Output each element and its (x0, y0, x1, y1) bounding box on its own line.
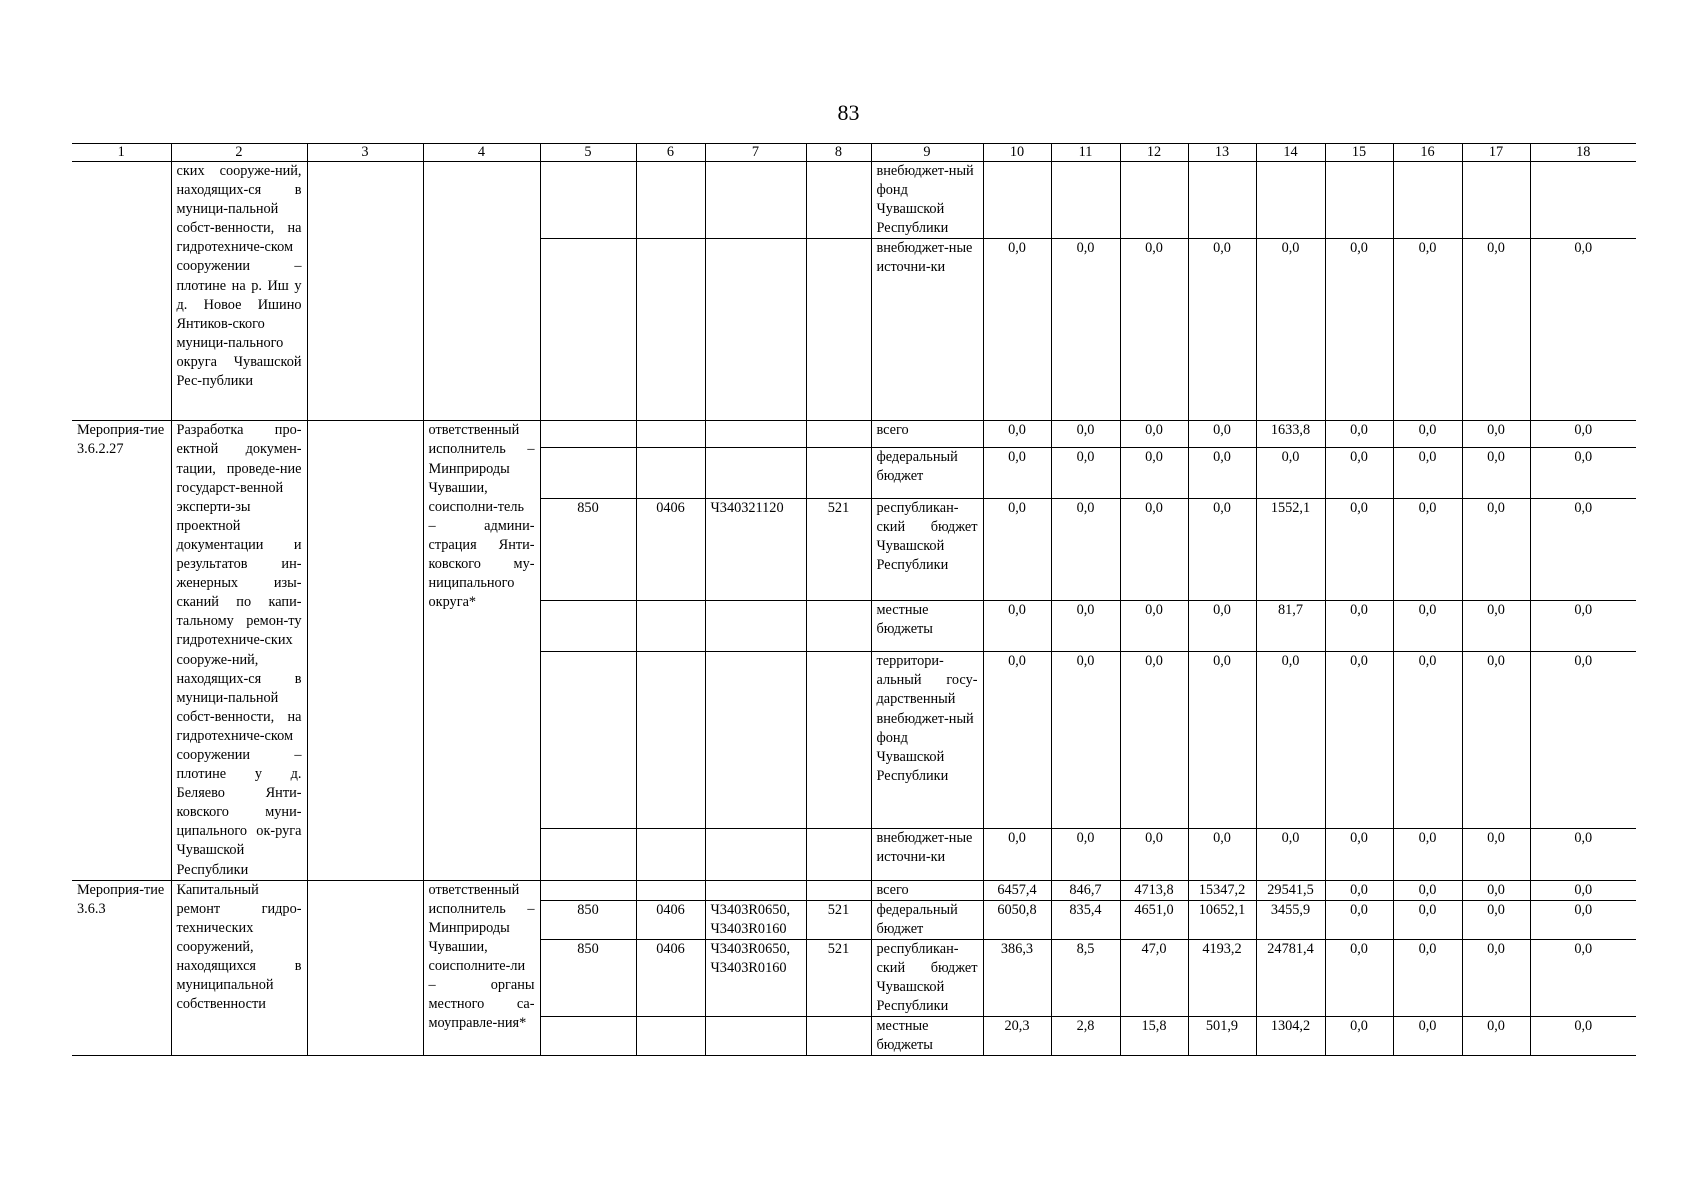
value-cell: 0,0 (1188, 829, 1256, 881)
code-cell (705, 652, 806, 829)
code-cell (705, 939, 806, 1016)
value-cell: 0,0 (1393, 880, 1462, 900)
value-cell: 6050,8 (983, 900, 1051, 939)
code-cell (636, 421, 705, 447)
value-cell: 4193,2 (1188, 939, 1256, 1016)
code-line: Ч3403R0160 (710, 960, 787, 976)
value-cell: 4713,8 (1120, 880, 1188, 900)
event-id-cell: Мероприя-тие 3.6.2.27 (72, 421, 171, 880)
value-cell (983, 162, 1051, 239)
source-cell: внебюджет-ный фонд Чувашской Республики (871, 162, 983, 239)
table-row (72, 880, 1636, 900)
code-cell (636, 239, 705, 421)
header-cell: 16 (1393, 144, 1462, 162)
value-cell: 0,0 (1120, 829, 1188, 881)
source-cell: внебюджет-ные источни-ки (871, 829, 983, 881)
value-cell: 0,0 (1188, 239, 1256, 421)
code-cell: 521 (806, 499, 871, 601)
value-cell: 0,0 (1530, 829, 1636, 881)
header-cell: 15 (1325, 144, 1393, 162)
value-cell: 1304,2 (1256, 1017, 1325, 1056)
value-cell: 0,0 (1393, 939, 1462, 1016)
code-cell (636, 1017, 705, 1056)
value-cell: 0,0 (983, 829, 1051, 881)
value-cell: 0,0 (1462, 652, 1530, 829)
code-line: Ч3403R0650, (710, 940, 791, 957)
value-cell: 0,0 (1462, 447, 1530, 498)
value-cell: 0,0 (983, 652, 1051, 829)
value-cell (1051, 162, 1120, 239)
code-cell (806, 447, 871, 498)
code-cell: 0406 (636, 900, 705, 939)
source-cell: федеральный бюджет (871, 447, 983, 498)
value-cell: 0,0 (1530, 239, 1636, 421)
header-cell: 2 (171, 144, 307, 162)
event-name-cell: Разработка про-ектной докумен-тации, проведе-ние государст-венной эксперти-зы проектной документации и результатов ин-женерных изы-сканий по капи-тальному ремон-ту гидротехниче-ских сооруже-ний, находящих-ся в муници-пальной собст-венности, на гидротехниче-ском сооружении – плотине у д. Беляево Янти-ковского муни-ципального ок-руга Чувашской Республики (171, 421, 307, 880)
code-line: Ч3403R0160 (710, 920, 787, 937)
source-cell: всего (871, 880, 983, 900)
value-cell: 0,0 (1051, 239, 1120, 421)
source-cell: внебюджет-ные источни-ки (871, 239, 983, 421)
code-cell (705, 1017, 806, 1056)
value-cell: 0,0 (1393, 652, 1462, 829)
table-row (72, 162, 1636, 239)
value-cell: 0,0 (1393, 600, 1462, 651)
source-cell: республикан-ский бюджет Чувашской Республики (871, 499, 983, 601)
value-cell: 846,7 (1051, 880, 1120, 900)
value-cell (1256, 162, 1325, 239)
source-cell: федеральный бюджет (871, 900, 983, 939)
executor-cell: ответственный исполнитель – Минприроды Чувашии, соисполните-ли – органы местного са-моуправле-ния* (423, 880, 540, 1056)
code-cell (636, 652, 705, 829)
column-3-cell (307, 162, 423, 421)
value-cell (1325, 162, 1393, 239)
value-cell: 4651,0 (1120, 900, 1188, 939)
code-cell (540, 600, 636, 651)
value-cell: 1633,8 (1256, 421, 1325, 447)
budget-table (72, 143, 1636, 1056)
value-cell: 0,0 (983, 239, 1051, 421)
code-cell: 850 (540, 499, 636, 601)
code-cell (806, 652, 871, 829)
value-cell: 0,0 (1462, 600, 1530, 651)
value-cell: 0,0 (1462, 939, 1530, 1016)
value-cell: 0,0 (1256, 829, 1325, 881)
value-cell: 0,0 (1462, 1017, 1530, 1056)
value-cell: 24781,4 (1256, 939, 1325, 1016)
source-cell: республикан-ский бюджет Чувашской Республики (871, 939, 983, 1016)
value-cell: 0,0 (1325, 900, 1393, 939)
value-cell: 0,0 (1051, 829, 1120, 881)
header-cell: 14 (1256, 144, 1325, 162)
code-cell (540, 447, 636, 498)
value-cell: 0,0 (1530, 447, 1636, 498)
value-cell: 47,0 (1120, 939, 1188, 1016)
header-cell: 1 (72, 144, 171, 162)
value-cell (1462, 162, 1530, 239)
code-cell (705, 421, 806, 447)
code-cell (806, 239, 871, 421)
value-cell: 29541,5 (1256, 880, 1325, 900)
code-cell (540, 880, 636, 900)
executor-cell: ответственный исполнитель – Минприроды Чувашии, соисполни-тель – админи-страция Янти-ковского му-ниципального округа* (423, 421, 540, 880)
value-cell: 15,8 (1120, 1017, 1188, 1056)
value-cell: 0,0 (1051, 447, 1120, 498)
header-cell: 7 (705, 144, 806, 162)
value-cell: 0,0 (1393, 239, 1462, 421)
value-cell: 0,0 (1120, 421, 1188, 447)
code-cell: 850 (540, 900, 636, 939)
value-cell: 0,0 (1462, 900, 1530, 939)
value-cell: 2,8 (1051, 1017, 1120, 1056)
value-cell: 0,0 (1530, 900, 1636, 939)
code-cell (636, 829, 705, 881)
code-cell (540, 162, 636, 239)
code-cell: 0406 (636, 939, 705, 1016)
value-cell: 0,0 (1051, 499, 1120, 601)
value-cell: 0,0 (1462, 829, 1530, 881)
value-cell: 0,0 (1325, 600, 1393, 651)
value-cell: 0,0 (1530, 652, 1636, 829)
header-cell: 17 (1462, 144, 1530, 162)
value-cell (1120, 162, 1188, 239)
value-cell: 0,0 (1325, 499, 1393, 601)
value-cell: 0,0 (1393, 447, 1462, 498)
value-cell: 0,0 (1188, 447, 1256, 498)
value-cell: 0,0 (1393, 499, 1462, 601)
value-cell: 0,0 (1051, 421, 1120, 447)
value-cell: 0,0 (983, 600, 1051, 651)
value-cell: 0,0 (1188, 652, 1256, 829)
header-cell: 13 (1188, 144, 1256, 162)
value-cell: 0,0 (1188, 499, 1256, 601)
value-cell: 0,0 (1325, 829, 1393, 881)
code-cell (540, 239, 636, 421)
value-cell: 0,0 (1462, 239, 1530, 421)
page-number: 83 (837, 100, 860, 125)
value-cell: 3455,9 (1256, 900, 1325, 939)
value-cell (1188, 162, 1256, 239)
value-cell: 0,0 (983, 447, 1051, 498)
value-cell: 0,0 (983, 421, 1051, 447)
header-cell: 10 (983, 144, 1051, 162)
source-cell: территори-альный госу-дарственный внебюджет-ный фонд Чувашской Республики (871, 652, 983, 829)
code-cell (705, 447, 806, 498)
code-cell (705, 880, 806, 900)
value-cell: 0,0 (1051, 652, 1120, 829)
source-cell: местные бюджеты (871, 600, 983, 651)
value-cell: 8,5 (1051, 939, 1120, 1016)
value-cell: 0,0 (1256, 239, 1325, 421)
value-cell: 835,4 (1051, 900, 1120, 939)
value-cell: 0,0 (1462, 880, 1530, 900)
value-cell: 0,0 (1325, 880, 1393, 900)
value-cell: 0,0 (1530, 421, 1636, 447)
code-cell (705, 162, 806, 239)
code-cell (705, 600, 806, 651)
value-cell: 0,0 (1393, 421, 1462, 447)
value-cell: 0,0 (1393, 829, 1462, 881)
code-cell (636, 880, 705, 900)
value-cell: 1552,1 (1256, 499, 1325, 601)
header-cell: 4 (423, 144, 540, 162)
code-cell (806, 1017, 871, 1056)
header-cell: 5 (540, 144, 636, 162)
value-cell: 0,0 (1530, 939, 1636, 1016)
value-cell: 0,0 (1325, 239, 1393, 421)
header-cell: 3 (307, 144, 423, 162)
value-cell: 10652,1 (1188, 900, 1256, 939)
table-row (72, 421, 1636, 447)
code-cell (540, 421, 636, 447)
event-id-cell (72, 162, 171, 421)
value-cell: 0,0 (1256, 652, 1325, 829)
code-cell (540, 829, 636, 881)
code-cell: 521 (806, 939, 871, 1016)
code-cell (806, 829, 871, 881)
header-cell: 18 (1530, 144, 1636, 162)
executor-cell (423, 162, 540, 421)
value-cell: 0,0 (1462, 499, 1530, 601)
value-cell: 0,0 (1393, 900, 1462, 939)
header-cell: 8 (806, 144, 871, 162)
code-line: Ч3403R0650, (710, 901, 791, 918)
value-cell: 6457,4 (983, 880, 1051, 900)
value-cell: 0,0 (1325, 447, 1393, 498)
code-cell (806, 880, 871, 900)
value-cell: 0,0 (1120, 239, 1188, 421)
value-cell: 81,7 (1256, 600, 1325, 651)
column-3-cell (307, 880, 423, 1056)
source-cell: всего (871, 421, 983, 447)
value-cell: 0,0 (1325, 652, 1393, 829)
value-cell: 0,0 (1393, 1017, 1462, 1056)
code-cell: 850 (540, 939, 636, 1016)
value-cell (1530, 162, 1636, 239)
header-cell: 9 (871, 144, 983, 162)
code-cell (806, 421, 871, 447)
code-cell: 521 (806, 900, 871, 939)
event-name-cell: ских сооруже-ний, находящих-ся в муници-пальной собст-венности, на гидротехниче-ском сооружении – плотине на р. Иш у д. Новое Ишино Янтиков-ского муници-пального округа Чувашской Рес-публики (171, 162, 307, 421)
value-cell: 20,3 (983, 1017, 1051, 1056)
value-cell: 0,0 (1530, 1017, 1636, 1056)
value-cell: 0,0 (1530, 499, 1636, 601)
event-id-cell: Мероприя-тие 3.6.3 (72, 880, 171, 1056)
code-cell (806, 600, 871, 651)
code-cell (636, 447, 705, 498)
code-cell (705, 239, 806, 421)
value-cell: 501,9 (1188, 1017, 1256, 1056)
code-cell (806, 162, 871, 239)
value-cell: 0,0 (1120, 600, 1188, 651)
source-cell: местные бюджеты (871, 1017, 983, 1056)
value-cell: 0,0 (1120, 447, 1188, 498)
code-cell (636, 600, 705, 651)
value-cell: 0,0 (1530, 880, 1636, 900)
code-cell: Ч340321120 (705, 499, 806, 601)
value-cell: 0,0 (1256, 447, 1325, 498)
event-name-cell: Капитальный ремонт гидро-технических сооружений, находящихся в муниципальной собственности (171, 880, 307, 1056)
value-cell: 0,0 (1120, 652, 1188, 829)
code-cell: 0406 (636, 499, 705, 601)
code-cell (705, 829, 806, 881)
value-cell: 0,0 (1462, 421, 1530, 447)
header-cell: 12 (1120, 144, 1188, 162)
code-cell (636, 162, 705, 239)
header-cell: 11 (1051, 144, 1120, 162)
value-cell: 15347,2 (1188, 880, 1256, 900)
value-cell: 0,0 (1325, 939, 1393, 1016)
value-cell: 0,0 (1325, 1017, 1393, 1056)
value-cell: 0,0 (1188, 421, 1256, 447)
value-cell (1393, 162, 1462, 239)
value-cell: 0,0 (1051, 600, 1120, 651)
value-cell: 0,0 (1188, 600, 1256, 651)
code-cell (540, 652, 636, 829)
value-cell: 0,0 (1120, 499, 1188, 601)
value-cell: 0,0 (1325, 421, 1393, 447)
code-cell (540, 1017, 636, 1056)
code-cell (705, 900, 806, 939)
header-row (72, 144, 1636, 162)
value-cell: 386,3 (983, 939, 1051, 1016)
column-3-cell (307, 421, 423, 880)
value-cell: 0,0 (983, 499, 1051, 601)
header-cell: 6 (636, 144, 705, 162)
value-cell: 0,0 (1530, 600, 1636, 651)
